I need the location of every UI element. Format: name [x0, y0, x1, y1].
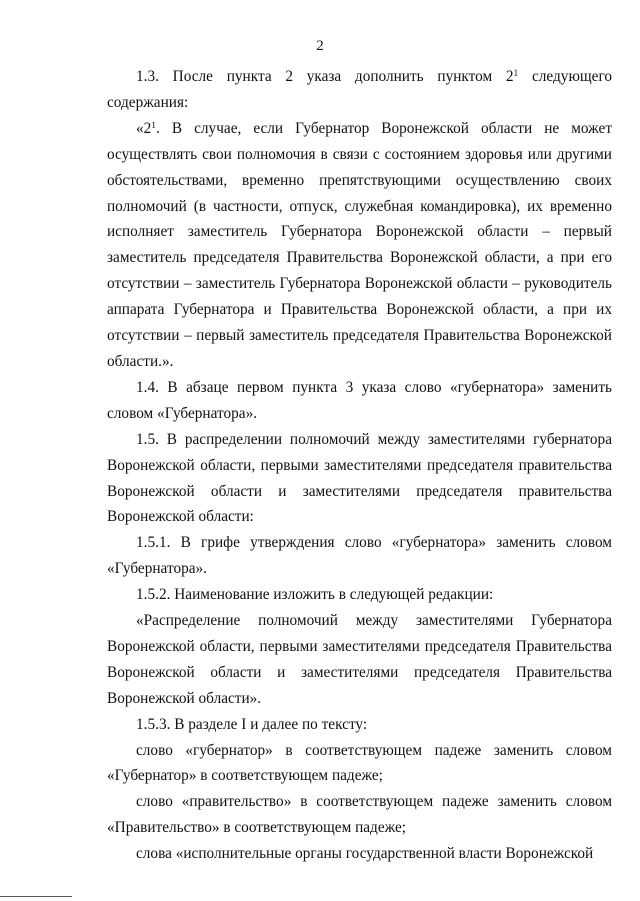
footnote-separator-line [0, 896, 72, 897]
document-body [107, 64, 612, 867]
paragraph-point-2-1-superscript: 1 [151, 120, 157, 131]
paragraph-point-2-1 [107, 116, 612, 375]
paragraph-replace-governor: слово «губернатор» в соответствующем падеже заменить словом «Губернатор» в соответствующем падеже; [107, 741, 612, 785]
paragraph-replace-government: слово «правительство» в соответствующем падеже заменить словом «Правительство» в соответствующем падеже; [107, 793, 612, 837]
paragraph-1-3-superscript: 1 [513, 68, 519, 79]
page-number: 2 [316, 38, 324, 54]
paragraph-1-3-text-start: 1.3. После пункта 2 указа дополнить пунктом 2 [136, 68, 514, 85]
paragraph-1-5: 1.5. В распределении полномочий между заместителями губернатора Воронежской области, первыми заместителями председателя правительства Воронежской области и заместителями председателя правительства Воронежской области: [107, 430, 612, 526]
paragraph-1-5-2: 1.5.2. Наименование изложить в следующей редакции: [136, 586, 494, 604]
paragraph-point-2-1-text-start: «2 [136, 119, 152, 137]
paragraph-new-title: «Распределение полномочий между заместителями Губернатора Воронежской области, первыми заместителями председателя Правительства Воронежской области и заместителями председателя Правительства Воронежской области». [107, 612, 612, 707]
paragraph-1-5-3: 1.5.3. В разделе I и далее по тексту: [136, 715, 368, 733]
paragraph-1-3-text-end: следующего содержания: [107, 68, 612, 111]
paragraph-1-3 [107, 64, 612, 116]
paragraph-point-2-1-text-end: . В случае, если Губернатор Воронежской области не может осуществлять свои полномочия в связи с состоянием здоровья или другими обстоятельствами, временно препятствующими осуществлению своих полномочий (в частности, отпуск, служебная командировка), их временно исполняет заместитель Губернатора Воронежской области – первый заместитель председателя Правительства Воронежской области, а при его отсутствии – заместитель Губернатора Воронежской области – руководитель аппарата Губернатора и Правительства Воронежской области, а при их отсутствии – первый заместитель председателя Правительства Воронежской области.». [107, 119, 612, 370]
paragraph-1-4: 1.4. В абзаце первом пункта 3 указа слово «губернатора» заменить словом «Губернатора». [107, 378, 612, 422]
paragraph-1-5-1: 1.5.1. В грифе утверждения слово «губернатора» заменить словом «Губернатора». [107, 534, 612, 578]
paragraph-replace-executive-bodies: слова «исполнительные органы государственной власти Воронежской [136, 845, 594, 863]
